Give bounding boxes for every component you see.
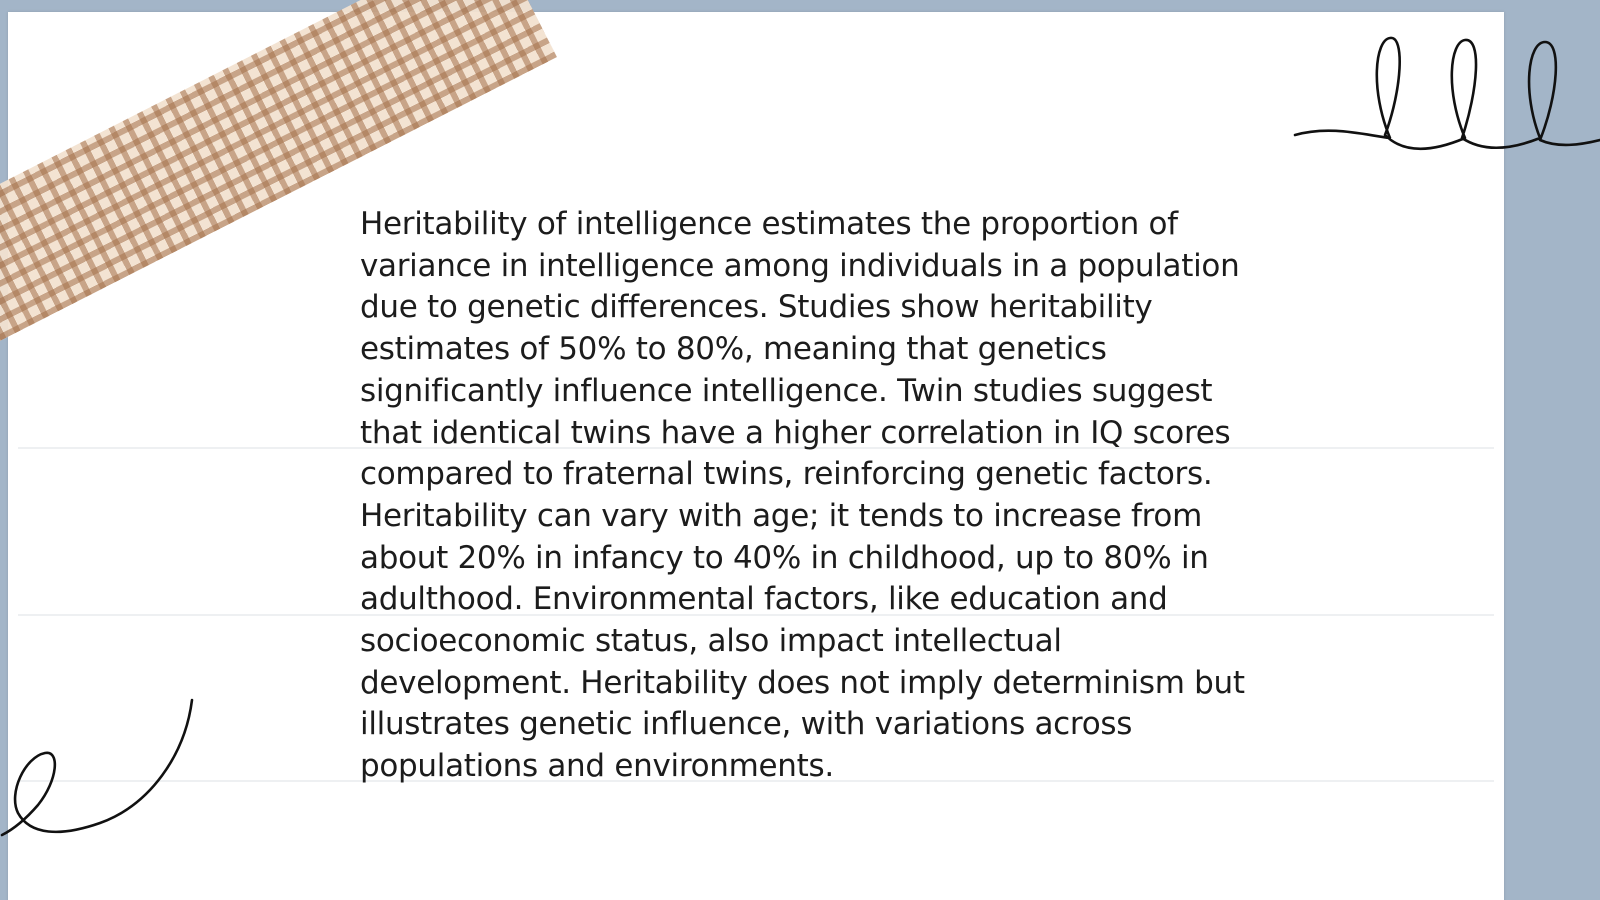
loop-scribble-icon [0,695,200,845]
slide-body-text: Heritability of intelligence estimates the proportion of variance in intelligence among individuals in a population due to genetic differences. Studies show heritability estimates of 50% to 80%, meaning that genetics significantly influence intelligence. Twin studies suggest that identical twins have a higher correlation in IQ scores compared to fraternal twins, reinforcing genetic factors. Heritability can vary with age; it tends to increase from about 20% in infancy to 40% in childhood, up to 80% in adulthood. Environmental factors, like education and socioeconomic status, also impact intellectual development. Heritability does not imply determinism but illustrates genetic influence, with variations across populations and environments. [360,206,1245,785]
loop-scribble-icon [1290,30,1600,170]
